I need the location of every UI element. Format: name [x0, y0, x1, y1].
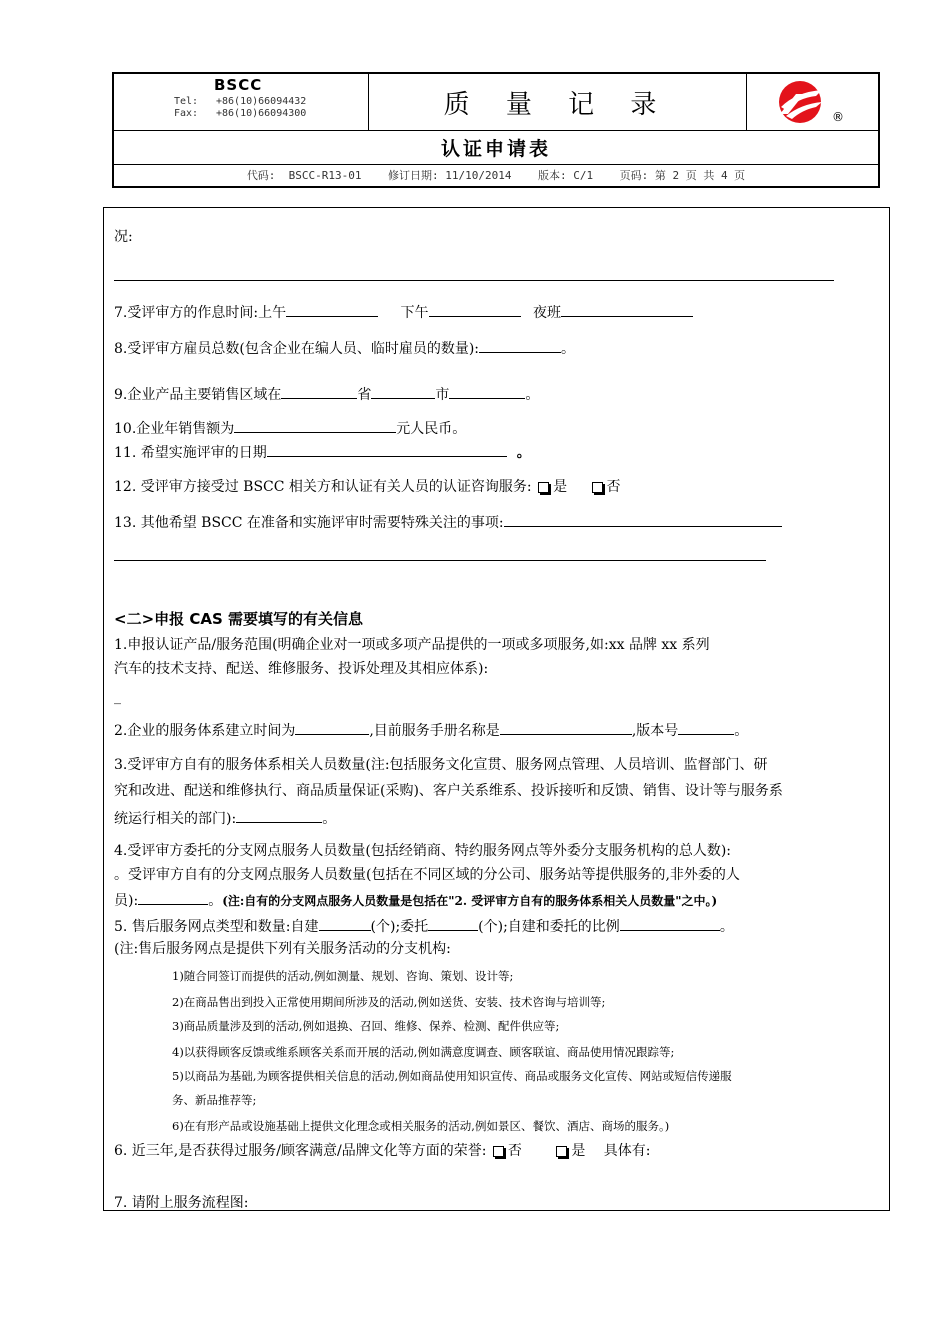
s3-end: 。 — [322, 811, 337, 827]
s1-field[interactable]: _ — [114, 689, 121, 705]
q9-sales-region — [114, 384, 539, 404]
logo-cell — [746, 74, 878, 130]
honors-detail-label: 具体有: — [603, 1143, 651, 1159]
s5-item: 6)在有形产品或设施基础上提供文化理念或相关服务的活动,例如景区、餐饮、酒店、商场的服务。) — [172, 1119, 670, 1133]
fax-label: Fax: — [174, 108, 199, 119]
document-header — [112, 72, 880, 188]
city-label: 市 — [435, 387, 450, 403]
version-field[interactable] — [678, 720, 734, 735]
form-title: 认证申请表 — [114, 130, 878, 165]
s4-note: (注:自有的分支网点服务人员数量是包括在"2. 受评审方自有的服务体系相关人员数量"之中。) — [222, 894, 718, 908]
q12-label: 12. 受评审方接受过 BSCC 相关方和认证有关人员的认证咨询服务: — [114, 479, 532, 495]
s2-end: 。 — [734, 723, 749, 739]
s4-line-c — [114, 890, 717, 910]
fax-value: +86(10)66094300 — [216, 108, 307, 119]
version-label: ,版本号 — [631, 723, 679, 739]
company-logo-icon — [746, 74, 878, 130]
q13-special-attention — [114, 512, 782, 532]
no-label: 否 — [606, 479, 621, 495]
s1-line-b: 汽车的技术支持、配送、维修服务、投诉处理及其相应体系): — [114, 661, 489, 677]
no-checkbox[interactable] — [592, 482, 603, 493]
q11-end: 。 — [516, 445, 531, 461]
afternoon-field[interactable] — [429, 302, 521, 317]
s5-service-outlets — [114, 916, 734, 936]
q8-end: 。 — [561, 341, 575, 357]
established-field[interactable] — [295, 720, 369, 735]
own-staff-field[interactable] — [236, 808, 322, 823]
s4-end: 。 — [208, 893, 223, 909]
q12-consulting — [114, 478, 621, 496]
continued-text: 况: — [114, 229, 133, 245]
special-attention-field[interactable] — [504, 512, 782, 527]
region-extra-field[interactable] — [449, 384, 525, 399]
registered-mark: ® — [832, 110, 844, 124]
q7-work-hours — [114, 302, 693, 322]
s6-label: 6. 近三年,是否获得过服务/顾客满意/品牌文化等方面的荣誉: — [114, 1143, 487, 1159]
s7-flowchart: 7. 请附上服务流程图: — [114, 1195, 249, 1211]
title-cell — [368, 74, 747, 130]
honors-yes-checkbox[interactable] — [556, 1146, 567, 1157]
annual-sales-field[interactable] — [234, 418, 396, 433]
city-field[interactable] — [371, 384, 435, 399]
s4-line-b: 。受评审方自有的分支网点服务人员数量(包括在不同区域的分公司、服务站等提供服务的,非外委的人 — [114, 867, 740, 883]
tel-value: +86(10)66094432 — [216, 96, 307, 107]
blank-line[interactable] — [114, 560, 766, 561]
q7-label: 7.受评审方的作息时间:上午 — [114, 305, 287, 321]
s3-label: 统运行相关的部门): — [114, 811, 237, 827]
province-label: 省 — [357, 387, 372, 403]
s5-end: 。 — [719, 919, 734, 935]
application-form — [103, 207, 890, 1211]
q8-label: 8.受评审方雇员总数(包含企业在编人员、临时雇员的数量): — [114, 341, 479, 357]
s1-line-a: 1.申报认证产品/服务范围(明确企业对一项或多项产品提供的一项或多项服务,如:xx 品牌 xx 系列 — [114, 637, 710, 653]
q10-annual-sales — [114, 418, 466, 438]
brand-name: BSCC — [214, 76, 263, 94]
s4-line-a: 4.受评审方委托的分支网点服务人员数量(包括经销商、特约服务网点等外委分支服务机构的总人数): — [114, 843, 731, 859]
s2-service-system — [114, 720, 748, 740]
q9-label: 9.企业产品主要销售区域在 — [114, 387, 282, 403]
q10-label: 10.企业年销售额为 — [114, 421, 235, 437]
self-built-field[interactable] — [319, 916, 371, 931]
ratio-field[interactable] — [620, 916, 720, 931]
honors-no-checkbox[interactable] — [493, 1146, 504, 1157]
s5-item: 1)随合同签订而提供的活动,例如测量、规划、咨询、策划、设计等; — [172, 969, 514, 983]
night-label: 夜班 — [532, 305, 561, 321]
page-title: 质 量 记 录 — [443, 89, 671, 120]
tel-label: Tel: — [174, 96, 199, 107]
s3-line-c — [114, 808, 336, 828]
contact-info — [174, 96, 306, 120]
entrusted-label: (个);委托 — [370, 919, 429, 935]
s5-item: 务、新品推荐等; — [172, 1093, 257, 1107]
branch-staff-field[interactable] — [138, 890, 208, 905]
manual-label: ,目前服务手册名称是 — [369, 723, 500, 739]
s5-item: 5)以商品为基础,为顾客提供相关信息的活动,例如商品使用知识宣传、商品或服务文化宣传、网站或短信传递服 — [172, 1069, 732, 1083]
s5-item: 2)在商品售出到投入正常使用期间所涉及的活动,例如送货、安装、技术咨询与培训等; — [172, 995, 606, 1009]
ratio-label: (个);自建和委托的比例 — [478, 919, 620, 935]
province-field[interactable] — [281, 384, 357, 399]
s6-honors — [114, 1142, 651, 1160]
afternoon-label: 下午 — [400, 305, 429, 321]
honors-no-label: 否 — [507, 1143, 522, 1159]
s5-item: 3)商品质量涉及到的活动,例如退换、召回、维修、保养、检测、配件供应等; — [172, 1019, 560, 1033]
s2-label: 2.企业的服务体系建立时间为 — [114, 723, 296, 739]
manual-name-field[interactable] — [500, 720, 632, 735]
morning-field[interactable] — [286, 302, 378, 317]
yes-label: 是 — [553, 479, 568, 495]
s3-line-a: 3.受评审方自有的服务体系相关人员数量(注:包括服务文化宣贯、服务网点管理、人员培训、监督部门、研 — [114, 757, 768, 773]
q11-review-date — [114, 442, 531, 462]
header-top-row — [114, 74, 878, 131]
yes-checkbox[interactable] — [538, 482, 549, 493]
q10-unit: 元人民币。 — [396, 421, 467, 437]
s4-label: 员): — [114, 893, 139, 909]
employees-field[interactable] — [479, 338, 561, 353]
q9-end: 。 — [525, 387, 540, 403]
q13-label: 13. 其他希望 BSCC 在准备和实施评审时需要特殊关注的事项: — [114, 515, 504, 531]
s5-label: 5. 售后服务网点类型和数量:自建 — [114, 919, 319, 935]
q8-employees — [114, 338, 575, 358]
q11-label: 11. 希望实施评审的日期 — [114, 445, 267, 461]
honors-yes-label: 是 — [571, 1143, 586, 1159]
s5-item: 4)以获得顾客反馈或维系顾客关系而开展的活动,例如满意度调查、顾客联谊、商品使用情况跟踪等; — [172, 1045, 675, 1059]
night-field[interactable] — [561, 302, 693, 317]
company-cell — [114, 74, 369, 130]
s3-line-b: 究和改进、配送和维修执行、商品质量保证(采购)、客户关系维系、投诉接听和反馈、销售、设计等与服务系 — [114, 783, 783, 799]
document-meta: 代码: BSCC-R13-01 修订日期: 11/10/2014 版本: C/1 页码: 第 2 页 共 4 页 — [246, 169, 746, 182]
s5-note: (注:售后服务网点是提供下列有关服务活动的分支机构: — [114, 941, 451, 957]
entrusted-field[interactable] — [428, 916, 478, 931]
review-date-field[interactable] — [267, 442, 507, 457]
blank-line[interactable] — [114, 280, 834, 281]
section-2-heading: <二>申报 CAS 需要填写的有关信息 — [114, 610, 364, 628]
